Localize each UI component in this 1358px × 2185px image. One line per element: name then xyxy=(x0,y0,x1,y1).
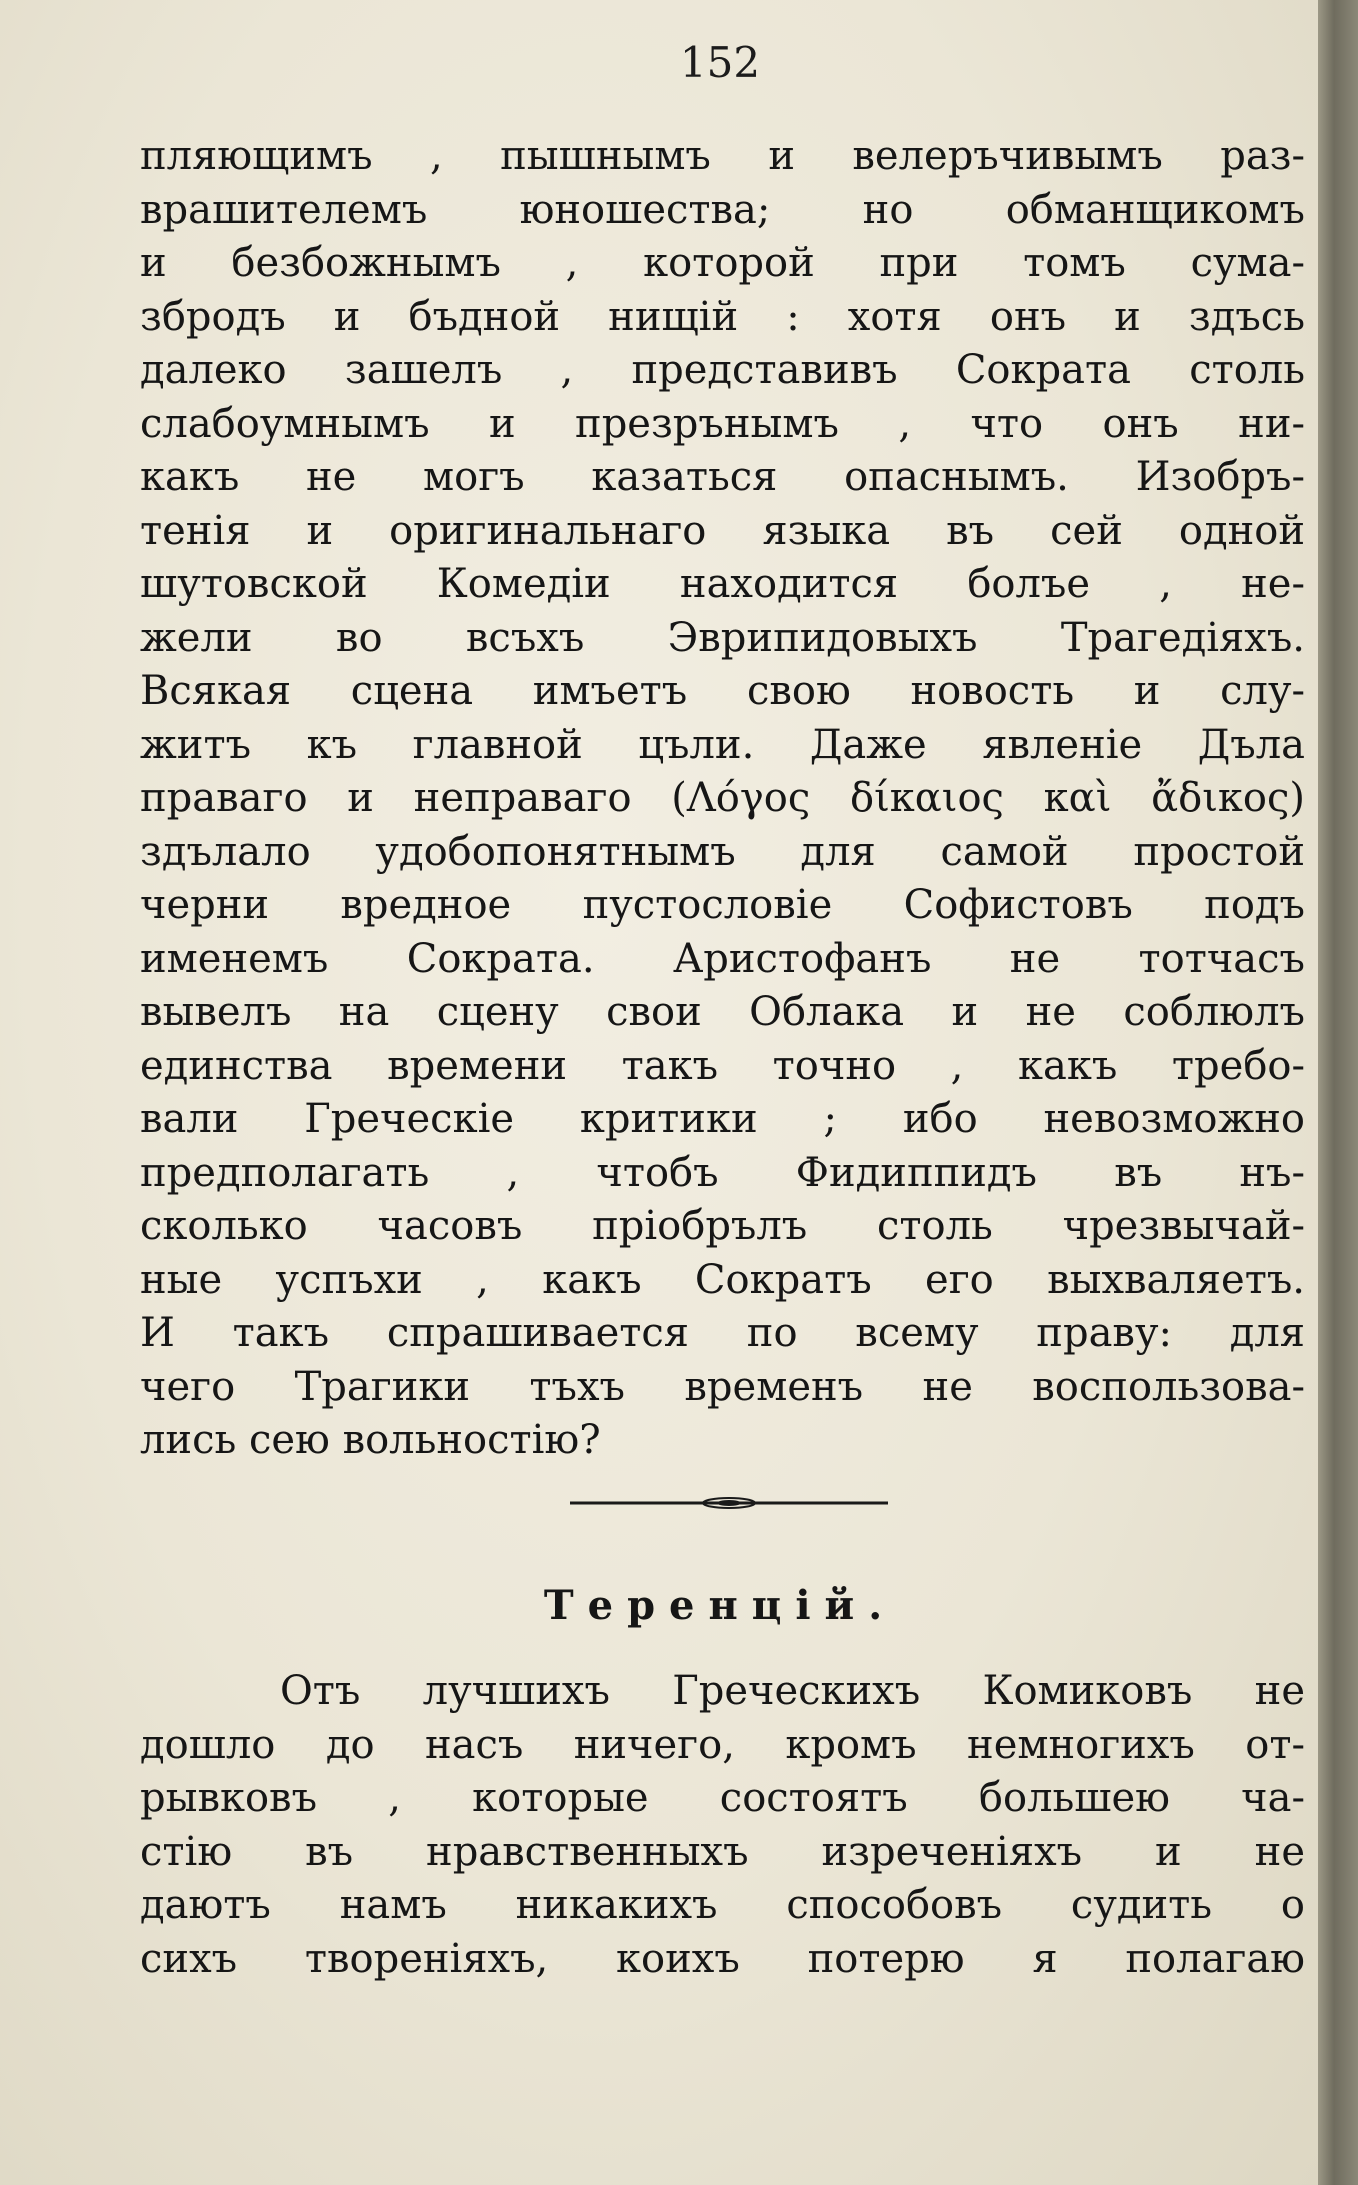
text-line: и безбожнымъ , которой при томъ сума- xyxy=(140,240,1305,286)
text-line: врашителемъ юношества; но обманщикомъ xyxy=(140,186,1305,233)
text-line: предполагать , чтобъ Фидиппидъ въ нъ- xyxy=(140,1149,1305,1196)
text-line: сихъ твореніяхъ, коихъ потерю я полагаю xyxy=(140,1935,1305,1982)
text-line: здълало удобопонятнымъ для самой простой xyxy=(140,828,1305,875)
text-line: черни вредное пустословіе Софистовъ подъ xyxy=(140,882,1305,928)
text-line: житъ къ главной цъли. Даже явленіе Дъла xyxy=(140,721,1305,768)
page-number: 152 xyxy=(679,38,761,87)
text-line: единства времени такъ точно , какъ требо- xyxy=(140,1042,1305,1089)
text-line: даютъ намъ никакихъ способовъ судить о xyxy=(140,1882,1305,1928)
book-edge xyxy=(1318,0,1358,2185)
text-line: лись сею вольностію? xyxy=(140,1417,601,1463)
paragraph-terence xyxy=(140,1665,1305,1986)
text-line: слабоумнымъ и презрънымъ , что онъ ни- xyxy=(140,400,1305,447)
text-line: жели во всъхъ Эврипидовыхъ Трагедіяхъ. xyxy=(140,614,1305,661)
section-title: Теренцій. xyxy=(543,1582,897,1629)
text-line: чего Трагики тъхъ временъ не воспользова- xyxy=(140,1363,1305,1410)
text-line: И такъ спрашивается по всему праву: для xyxy=(140,1310,1305,1356)
text-line: Всякая сцена имъетъ свою новость и слу- xyxy=(140,668,1305,714)
paragraph-aristophanes xyxy=(140,130,1305,1468)
text-line: вали Греческіе критики ; ибо невозможно xyxy=(140,1096,1305,1142)
text-line: тенія и оригинальнаго языка въ сей одной xyxy=(140,507,1305,554)
text-line: рывковъ , которые состоятъ большею ча- xyxy=(140,1775,1305,1821)
text-line: шутовской Комедіи находится болъе , не- xyxy=(140,561,1305,607)
text-line: Отъ лучшихъ Греческихъ Комиковъ не xyxy=(280,1668,1305,1714)
text-line: пляющимъ , пышнымъ и велеръчивымъ раз- xyxy=(140,133,1305,179)
text-line: дошло до насъ ничего, кромъ немногихъ от- xyxy=(140,1721,1305,1768)
text-line: сколько часовъ пріобрълъ столь чрезвычай- xyxy=(140,1203,1305,1249)
text-line: збродъ и бъдной нищій : хотя онъ и здъсь xyxy=(140,293,1305,340)
text-line: какъ не могъ казаться опаснымъ. Изобръ- xyxy=(140,454,1305,500)
ornamental-divider xyxy=(570,1493,888,1513)
text-line: стію въ нравственныхъ изреченіяхъ и не xyxy=(140,1828,1305,1875)
text-line: далеко зашелъ , представивъ Сократа столь xyxy=(140,347,1305,393)
text-line: ные успъхи , какъ Сократъ его выхваляетъ. xyxy=(140,1256,1305,1303)
text-line: именемъ Сократа. Аристофанъ не тотчасъ xyxy=(140,935,1305,982)
text-line: вывелъ на сцену свои Облака и не соблюлъ xyxy=(140,989,1305,1035)
text-line: праваго и неправаго (Λόγος δίκαιος καὶ ἄδικος) xyxy=(140,775,1305,821)
